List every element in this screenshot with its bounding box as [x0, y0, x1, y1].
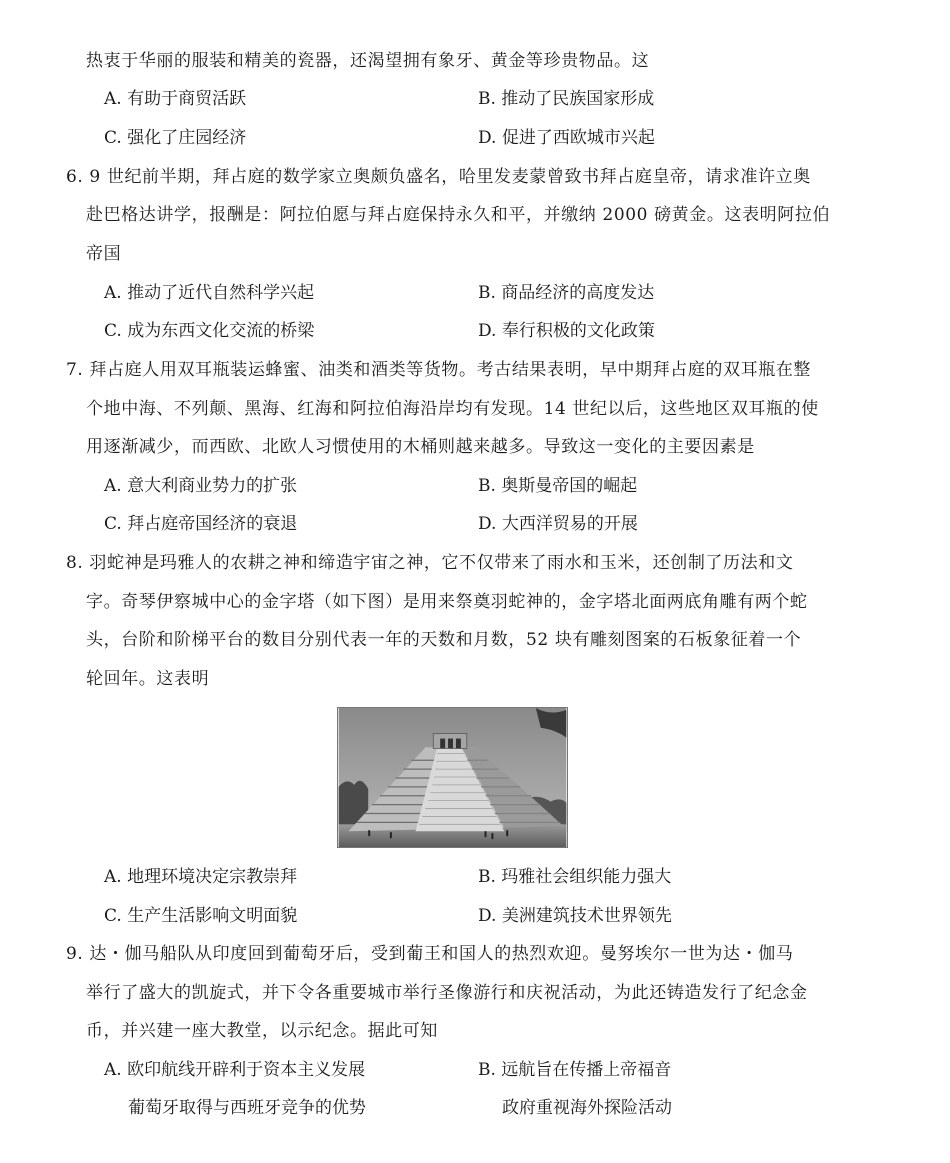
q8-stem-line-1: 8. 羽蛇神是玛雅人的农耕之神和缔造宇宙之神，它不仅带来了雨水和玉米，还创制了历法和文 [66, 553, 794, 573]
q9-option-b[interactable]: B. 远航旨在传播上帝福音 [478, 1060, 672, 1080]
q8-stem-line-4: 轮回年。这表明 [86, 669, 210, 689]
q6-option-b[interactable]: B. 商品经济的高度发达 [478, 283, 655, 303]
q8-option-d[interactable]: D. 美洲建筑技术世界领先 [478, 906, 672, 926]
q6-option-a[interactable]: A. 推动了近代自然科学兴起 [104, 283, 315, 303]
q9-option-d-partial[interactable]: 政府重视海外探险活动 [502, 1098, 672, 1118]
q6-option-c[interactable]: C. 成为东西文化交流的桥梁 [104, 321, 315, 341]
q8-stem-line-3: 头，台阶和阶梯平台的数目分别代表一年的天数和月数，52 块有雕刻图案的石板象征着一个 [86, 630, 802, 650]
q9-stem-line-3: 币，并兴建一座大教堂，以示纪念。据此可知 [86, 1021, 438, 1041]
q9-stem-line-1: 9. 达・伽马船队从印度回到葡萄牙后，受到葡王和国人的热烈欢迎。曼努埃尔一世为达・伽马 [66, 944, 794, 964]
q5-option-d[interactable]: D. 促进了西欧城市兴起 [478, 128, 655, 148]
q7-stem-line-2: 个地中海、不列颠、黑海、红海和阿拉伯海沿岸均有发现。14 世纪以后，这些地区双耳瓶的使 [86, 399, 819, 419]
q6-stem-line-2: 赴巴格达讲学，报酬是：阿拉伯愿与拜占庭保持永久和平，并缴纳 2000 磅黄金。这表明阿拉伯 [86, 205, 831, 225]
q5-option-a[interactable]: A. 有助于商贸活跃 [104, 89, 247, 109]
q9-option-a[interactable]: A. 欧印航线开辟利于资本主义发展 [104, 1060, 366, 1080]
q5-stem-line: 热衷于华丽的服装和精美的瓷器，还渴望拥有象牙、黄金等珍贵物品。这 [86, 51, 650, 71]
q8-stem-line-2: 字。奇琴伊察城中心的金字塔（如下图）是用来祭奠羽蛇神的，金字塔北面两底角雕有两个蛇 [86, 592, 808, 612]
q6-option-d[interactable]: D. 奉行积极的文化政策 [478, 321, 655, 341]
q9-option-c-partial[interactable]: 葡萄牙取得与西班牙竞争的优势 [128, 1098, 366, 1118]
q8-option-a[interactable]: A. 地理环境决定宗教崇拜 [104, 867, 298, 887]
q7-stem-line-3: 用逐渐减少，而西欧、北欧人习惯使用的木桶则越来越多。导致这一变化的主要因素是 [86, 437, 755, 457]
q7-stem-line-1: 7. 拜占庭人用双耳瓶装运蜂蜜、油类和酒类等货物。考古结果表明，早中期拜占庭的双耳瓶在整 [66, 360, 812, 380]
q8-option-c[interactable]: C. 生产生活影响文明面貌 [104, 906, 298, 926]
q9-stem-line-2: 举行了盛大的凯旋式，并下令各重要城市举行圣像游行和庆祝活动，为此还铸造发行了纪念金 [86, 983, 808, 1003]
pyramid-image [338, 708, 567, 847]
q6-stem-line-3: 帝国 [86, 244, 122, 264]
pyramid-photo [337, 707, 568, 848]
q7-option-d[interactable]: D. 大西洋贸易的开展 [478, 514, 638, 534]
q8-option-b[interactable]: B. 玛雅社会组织能力强大 [478, 867, 672, 887]
q7-option-c[interactable]: C. 拜占庭帝国经济的衰退 [104, 514, 298, 534]
q7-option-a[interactable]: A. 意大利商业势力的扩张 [104, 476, 298, 496]
q5-option-b[interactable]: B. 推动了民族国家形成 [478, 89, 655, 109]
q5-option-c[interactable]: C. 强化了庄园经济 [104, 128, 247, 148]
q6-stem-line-1: 6. 9 世纪前半期，拜占庭的数学家立奥颇负盛名，哈里发麦蒙曾致书拜占庭皇帝，请求准许立奥 [66, 167, 811, 187]
q7-option-b[interactable]: B. 奥斯曼帝国的崛起 [478, 476, 638, 496]
